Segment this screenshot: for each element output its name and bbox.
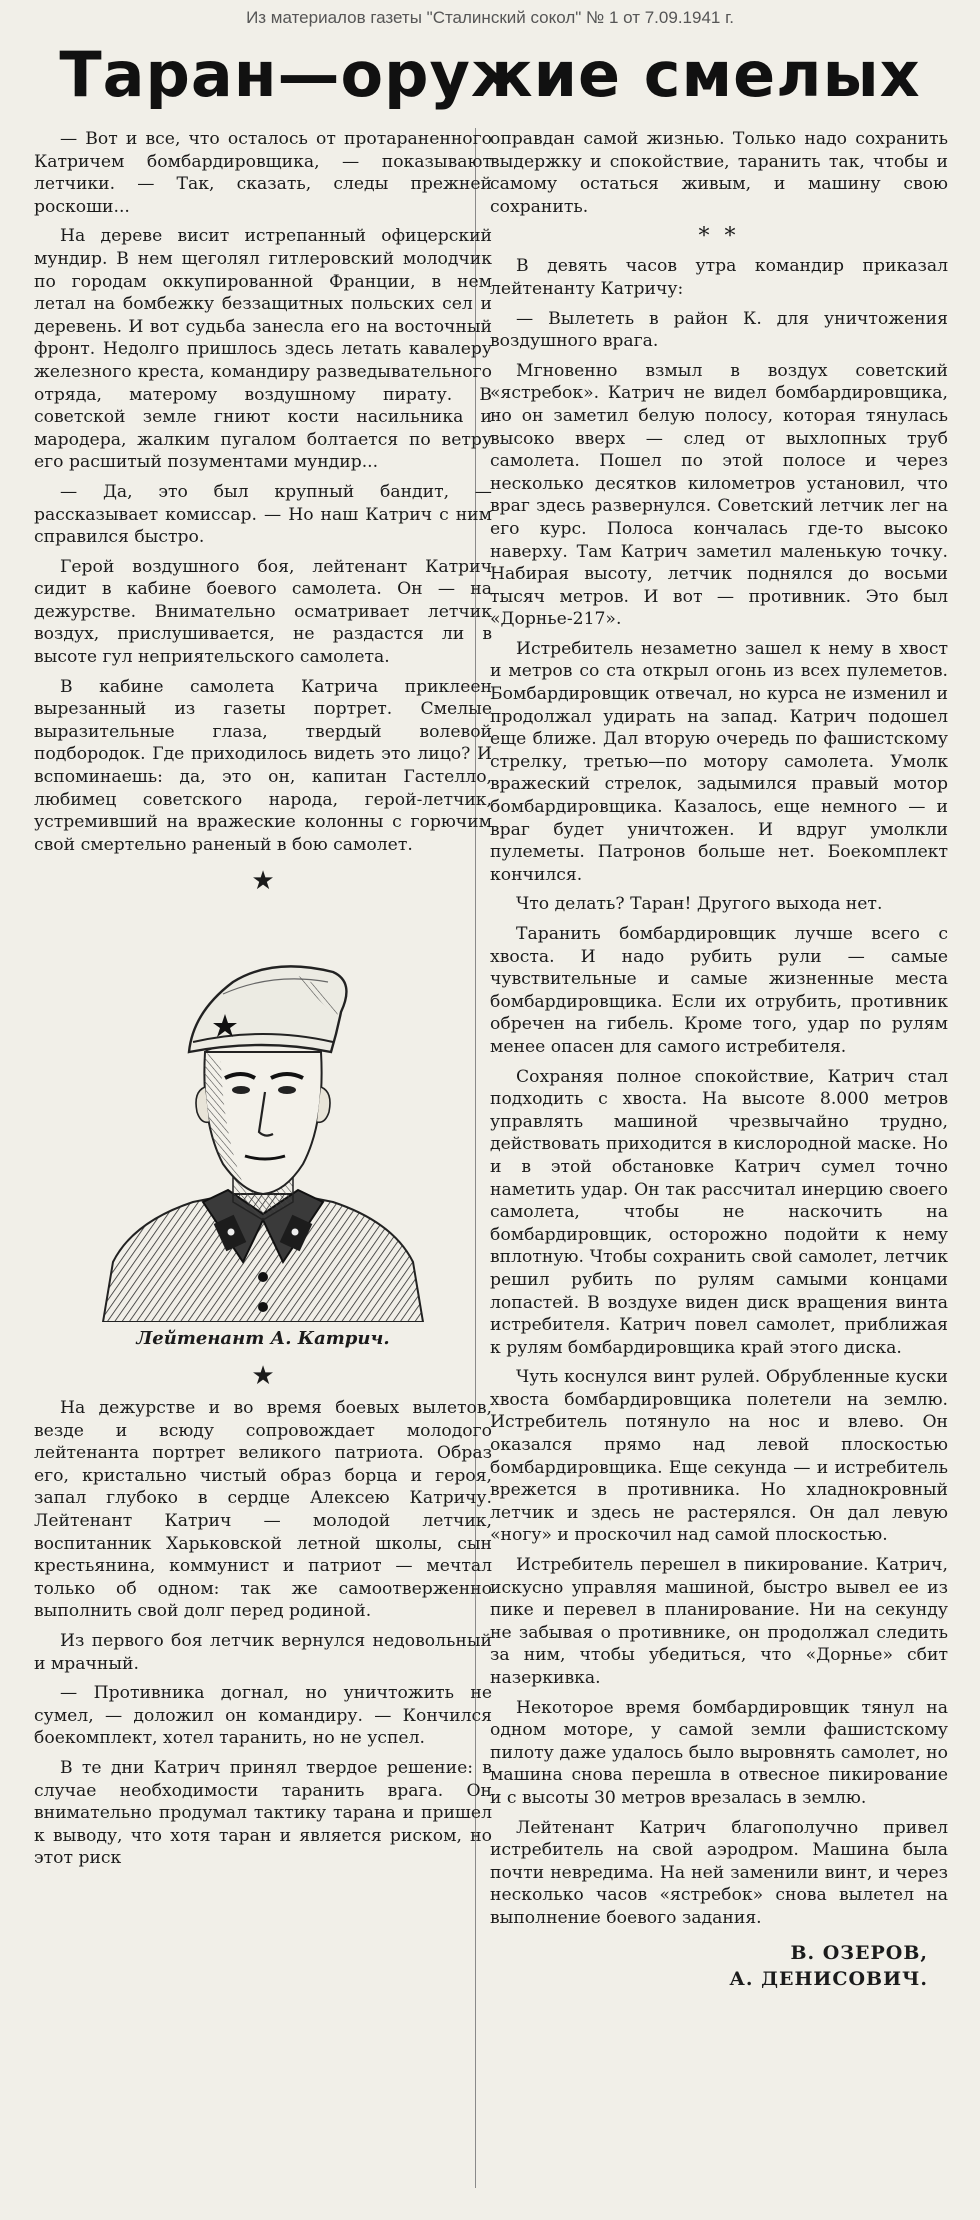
paragraph: Лейтенант Катрич благополучно привел истребитель на свой аэродром. Машина была почти невредима. На ней заменили винт, и через несколько часов «ястребок» снова вылетел на выполнение боевого задания. (490, 1817, 948, 1928)
source-line: Из материалов газеты "Сталинский сокол" № 1 от 7.09.1941 г. (246, 8, 734, 27)
star-separator: ★ (251, 866, 275, 897)
paragraph: В кабине самолета Катрича приклеен вырезанный из газеты портрет. Смелые выразительные глаза, твердый волевой подбородок. Где приходилось видеть это лицо? И вспоминаешь: да, это он, капитан Гастелло, любимец советского народа, герой-летчик, устремивший на вражеские колонны с горючим свой смертельно раненый в бою самолет. (34, 676, 492, 855)
paragraph: — Вылететь в район К. для уничтожения воздушного врага. (490, 308, 948, 352)
portrait-illustration (93, 902, 433, 1322)
paragraph: Таранить бомбардировщик лучше всего с хвоста. И надо рубить рули — самые чувствительные и самые жизненные места бомбардировщика. Если их отрубить, противник обречен на гибель. Кроме того, удар по рулям менее опасен для самого истребителя. (490, 924, 948, 1057)
portrait-caption: Лейтенант А. Катрич. (136, 1328, 390, 1350)
paragraph: Некоторое время бомбардировщик тянул на одном моторе, у самой земли фашистскому пилоту даже удалось было выровнять самолет, но машина снова перешла в отвесное пикирование и с высоты 30 метров врезалась в землю. (490, 1697, 948, 1808)
paragraph: Истребитель перешел в пикирование. Катрич, искусно управляя машиной, быстро вывел ее из пике и перевел в планирование. Ни на секунду не забывая о противнике, он продолжал следить за ним, чтобы убедиться, что «Дорнье» сбит назеркивка. (490, 1555, 948, 1688)
paragraph: Сохраняя полное спокойствие, Катрич стал подходить с хвоста. На высоте 8.000 метров управлять машиной чрезвычайно трудно, действовать приходится в кислородной маске. Но и в этой обстановке Катрич сумел точно наметить удар. Он так рассчитал инерцию своего самолета, чтобы не наскочить на бомбардировщик, осторожно подойти к нему вплотную. Чтобы сохранить свой самолет, летчик решил рубить по рулям самыми концами лопастей. В воздухе виден диск вращения винта истребителя. Катрич повел самолет, приближая к рулям бомбардировщика край этого диска. (490, 1066, 948, 1358)
paragraph: Чуть коснулся винт рулей. Обрубленные куски хвоста бомбардировщика полетели на землю. Истребитель потянуло на нос и влево. Он оказался прямо над левой плоскостью бомбардировщика. Еще секунда — и истребитель врежется в противника. Но хладнокровный летчик и здесь не растерялся. Он дал левую «ногу» и проскочил над самой плоскостью. (490, 1367, 948, 1546)
paragraph: — Да, это был крупный бандит, — рассказывает комиссар. — Но наш Катрич с ним справился быстро. (34, 481, 492, 548)
paragraph: Что делать? Таран! Другого выхода нет. (516, 894, 883, 915)
right-column (490, 128, 948, 1992)
paragraph: Из первого боя летчик вернулся недовольный и мрачный. (34, 1630, 492, 1674)
article-headline: Таран—оружие смелых (59, 38, 921, 111)
asterism-separator: * * (698, 224, 740, 250)
paragraph: Мгновенно взмыл в воздух советский «ястребок». Катрич не видел бомбардировщика, но он заметил белую полосу, которая тянулась высоко вверх — след от выхлопных труб самолета. Пошел по этой полосе и через несколько десятков километров установил, что враг здесь развернулся. Советский летчик лег на его курс. Полоса кончалась где-то высоко наверху. Там Катрич заметил маленькую точку. Набирая высоту, летчик поднялся до восьми тысяч метров. И вот — противник. Это был «Дорнье-217». (490, 360, 948, 630)
paragraph: Истребитель незаметно зашел к нему в хвост и метров со ста открыл огонь из всех пулеметов. Бомбардировщик отвечал, но курса не изменил и продолжал удирать на запад. Катрич подошел еще ближе. Дал вторую очередь по фашистскому стрелку, третью—по мотору самолета. Умолк вражеский стрелок, задымился правый мотор бомбардировщика. Казалось, еще немного — и враг будет уничтожен. И вдруг умолкли пулеметы. Патронов больше нет. Боекомплект кончился. (490, 638, 948, 885)
author-signature (490, 1940, 948, 1992)
paragraph: — Вот и все, что осталось от протараненного Катричем бомбардировщика, — показывают летчики. — Так, сказать, следы прежней роскоши... (34, 129, 492, 217)
star-separator: ★ (251, 1361, 275, 1391)
paragraph: оправдан самой жизнью. Только надо сохранить выдержку и спокойствие, таранить так, чтобы и самому остаться живым, и машину свою сохранить. (490, 129, 948, 217)
paragraph: На дежурстве и во время боевых вылетов, везде и всюду сопровождает молодого лейтенанта портрет великого патриота. Образ его, кристально чистый образ борца и героя, запал глубоко в сердце Алексею Катричу. Лейтенант Катрич — молодой летчик, воспитанник Харьковской летной школы, сын крестьянина, коммунист и патриот — мечтал только об одном: так же самоотверженно выполнить свой долг перед родиной. (34, 1398, 492, 1622)
paragraph: Герой воздушного боя, лейтенант Катрич сидит в кабине боевого самолета. Он — на дежурстве. Внимательно осматривает летчик воздух, прислушивается, не раздастся ли в высоте гул неприятельского самолета. (34, 556, 492, 668)
paragraph: — Противника догнал, но уничтожить не сумел, — доложил он командиру. — Кончился боекомплект, хотел таранить, но не успел. (34, 1683, 492, 1749)
paragraph: В девять часов утра командир приказал лейтенанту Катричу: (490, 256, 948, 299)
author-name: А. ДЕНИСОВИЧ. (729, 1967, 928, 1990)
paragraph: В те дни Катрич принял твердое решение: в случае необходимости таранить врага. Он внимательно продумал тактику тарана и пришел к выводу, что хотя таран и является риском, но этот риск (34, 1757, 492, 1869)
paragraph: На дереве висит истрепанный офицерский мундир. В нем щеголял гитлеровский молодчик по городам оккупированной Франции, в нем летал на бомбежку беззащитных польских сел и деревень. И вот судьба занесла его на восточный фронт. Недолго пришлось здесь летать кавалеру железного креста, командиру разведывательного отряда, матерому воздушному пирату. В советской земле гниют кости насильника и мародера, жалким пугалом болтается по ветру его расшитый позументами мундир... (34, 226, 492, 473)
left-column (34, 128, 492, 1877)
author-name: В. ОЗЕРОВ, (790, 1941, 928, 1964)
